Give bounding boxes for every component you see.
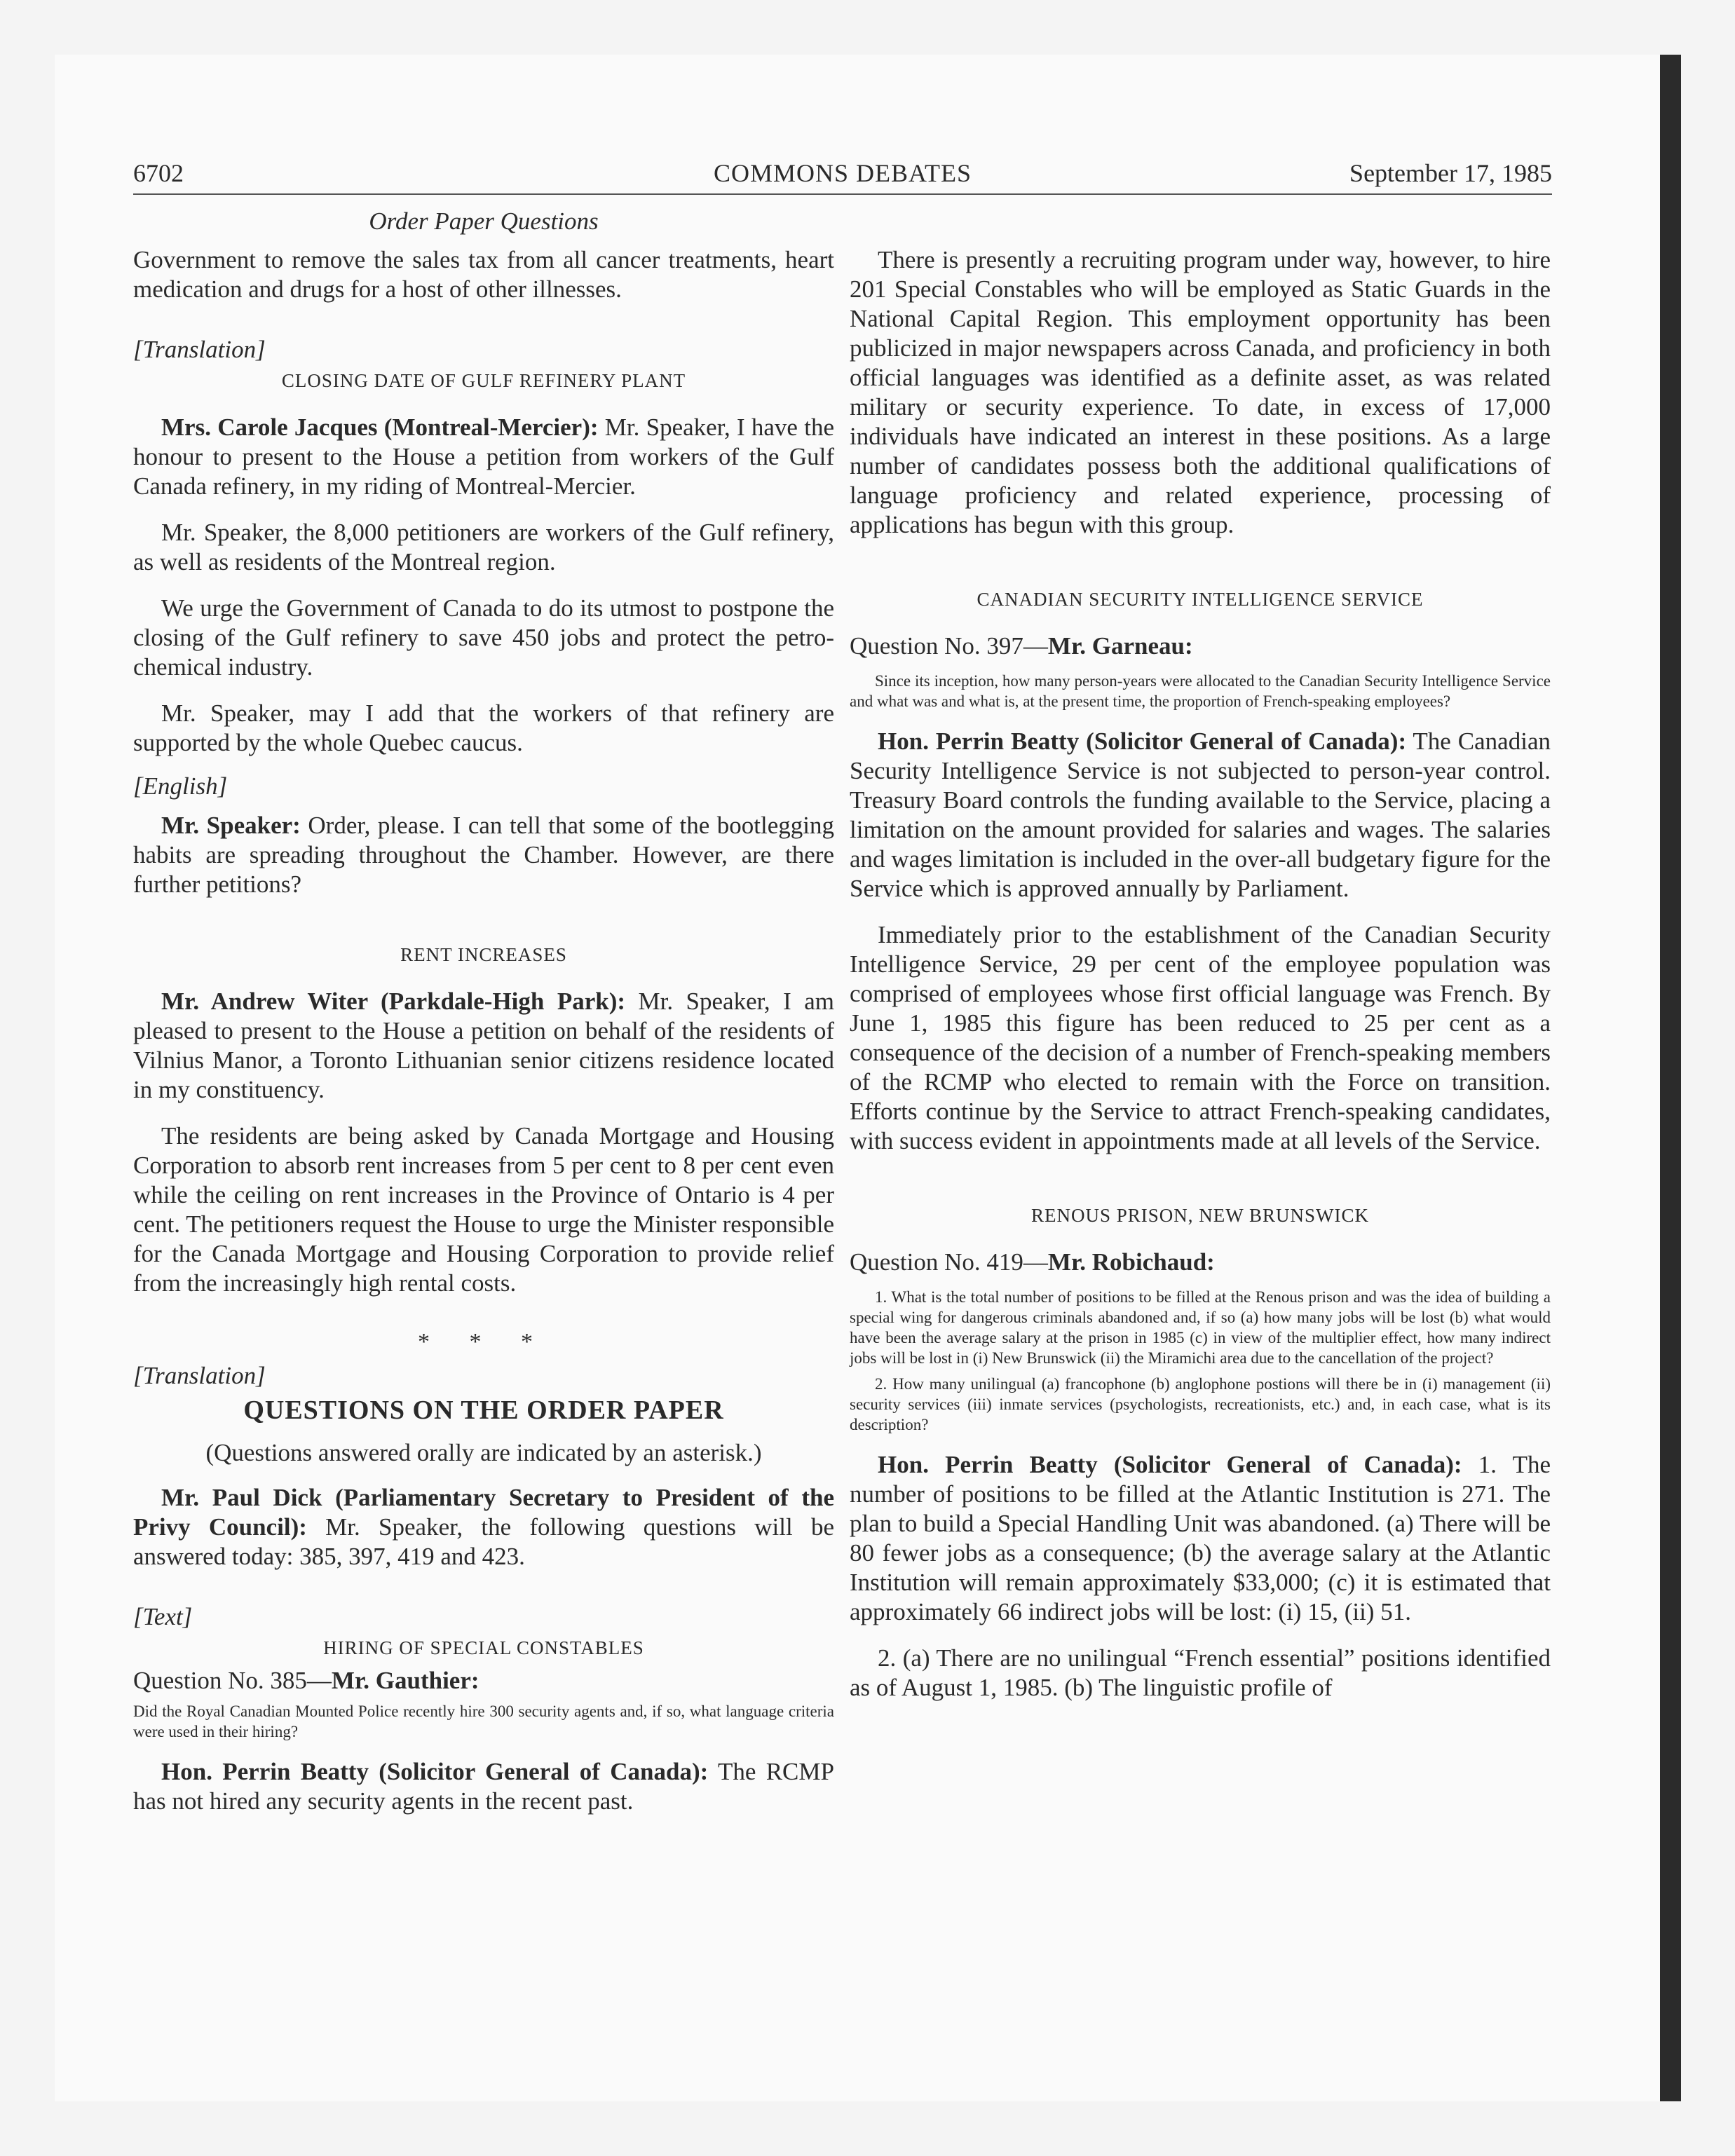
heading-hiring-constables: HIRING OF SPECIAL CONSTABLES (323, 1637, 644, 1658)
beatty-text-3: 1. The number of positions to be filled at the Atlantic Institution is 271. The plan to build a Special Handling Unit was abandoned. (a) There will be 80 fewer jobs as a consequence; (b) the average salary at the Atlantic Institution will remain approximately $33,000; (c) it is estimated that approximately 66 indirect jobs will be lost: (i) 15, (ii) 51. (850, 1451, 1551, 1625)
paragraph-immediately: Immediately prior to the establishment of the Canadian Security Intelligence Service, 29 per cent of the employee population was comprised of employees whose first official language was French. By June 1, 1985 this figure has been reduced to 25 per cent as a consequence of the decision of a number of French-speaking members of the RCMP who elected to remain with the Force on transition. Efforts continue by the Service to attract French-speaking candidates, with success evident in appointments made at all levels of the Service. (850, 921, 1551, 1154)
question-397 (850, 632, 1551, 661)
publication-date: September 17, 1985 (1349, 159, 1552, 187)
paragraph-witer (133, 987, 834, 1105)
dick-text: Mr. Speaker, the following questions will be answered today: 385, 397, 419 and 423. (133, 1513, 834, 1570)
question-419-label: Question No. 419— (850, 1248, 1048, 1276)
language-tag-text: [Text] (133, 1603, 193, 1630)
heading-renous-prison: RENOUS PRISON, NEW BRUNSWICK (1030, 1205, 1370, 1226)
speaker-witer: Mr. Andrew Witer (Parkdale-High Park): (161, 988, 626, 1015)
question-397-member: Mr. Garneau: (1047, 632, 1193, 660)
language-tag-translation-2: [Translation] (133, 1362, 266, 1389)
publication-title: COMMONS DEBATES (713, 159, 972, 187)
paragraph-speaker (133, 811, 834, 899)
question-385-label: Question No. 385— (133, 1667, 332, 1694)
paragraph-jacques-4: Mr. Speaker, may I add that the workers of that refinery are supported by the whole Quebec caucus. (133, 700, 834, 756)
paragraph-jacques-2: Mr. Speaker, the 8,000 petitioners are workers of the Gulf refinery, as well as residents of the Montreal region. (133, 519, 834, 575)
speaker-jacques: Mrs. Carole Jacques (Montreal-Mercier): (161, 414, 599, 441)
asterisk-note: (Questions answered orally are indicated by an asterisk.) (205, 1439, 762, 1466)
binding-edge (1660, 55, 1681, 2101)
question-397-label: Question No. 397— (850, 632, 1048, 660)
question-397-text: Since its inception, how many person-years were allocated to the Canadian Security Intelligence Service and what was and what is, at the present time, the proportion of French-speaking employees? (850, 672, 1551, 710)
question-385-text: Did the Royal Canadian Mounted Police recently hire 300 security agents and, if so, what language criteria were used in their hiring? (133, 1703, 834, 1740)
section-separator: * * * (418, 1329, 550, 1355)
witer-text: Mr. Speaker, I am pleased to present to the House a petition on behalf of the residents of Vilnius Manor, a Toronto Lithuanian senior citizens residence located in my constituency. (133, 988, 834, 1103)
running-head: Order Paper Questions (369, 207, 599, 235)
paragraph-beatty-2 (850, 727, 1551, 903)
speaker-mr-speaker: Mr. Speaker: (161, 812, 301, 839)
paragraph-jacques (133, 413, 834, 501)
paragraph-dick (133, 1483, 834, 1571)
heading-rent-increases: RENT INCREASES (400, 944, 567, 965)
paragraph-beatty-1 (133, 1757, 834, 1816)
language-tag-translation: [Translation] (133, 336, 266, 363)
language-tag-english: [English] (133, 772, 228, 800)
paragraph-intro: Government to remove the sales tax from all cancer treatments, heart medication and drugs for a host of other illnesses. (133, 246, 834, 303)
question-419-text-1: 1. What is the total number of positions to be filled at the Renous prison and was the idea of building a special wing for dangerous criminals abandoned and, if so (a) how many jobs will be lost (b) what would have been the average salary at the prison in 1985 (c) in view of the multiplier effect, how many indirect jobs will be lost in (i) New Brunswick (ii) the Miramichi area due to the cancellation of the project? (850, 1288, 1551, 1367)
question-385-member: Mr. Gauthier: (331, 1667, 479, 1694)
question-419-text-2: 2. How many unilingual (a) francophone (b) anglophone postions will there be in (i) management (ii) security services (iii) inmate services (psychologists, recreationists, etc.) and, in each case, what is its description? (850, 1375, 1551, 1433)
question-419 (850, 1248, 1551, 1277)
heading-csis: CANADIAN SECURITY INTELLIGENCE SERVICE (977, 589, 1424, 610)
speaker-beatty-1: Hon. Perrin Beatty (Solicitor General of Canada): (161, 1758, 709, 1785)
right-column (850, 245, 1551, 1703)
paragraph-witer-2: The residents are being asked by Canada Mortgage and Housing Corporation to absorb rent increases from 5 per cent to 8 per cent even while the ceiling on rent increases in the Province of Ontario is 4 per cent. The petitioners request the House to urge the Minister responsible for the Canada Mortgage and Housing Corporation to provide relief from the increasingly high rental costs. (133, 1122, 834, 1297)
jacques-text: Mr. Speaker, I have the honour to present to the House a petition from workers of the Gulf Canada refinery, in my riding of Montreal-Mercier. (133, 414, 834, 500)
paragraph-recruit: There is presently a recruiting program under way, however, to hire 201 Special Constables who will be employed as Static Guards in the National Capital Region. This employment opportunity has been publicized in major newspapers across Canada, and proficiency in both official languages was identified as a definite asset, as was related military or security experience. To date, in excess of 17,000 individuals have indicated an interest in these positions. As a large number of candidates possess both the additional qualifications of language proficiency and related experience, processing of applications has begun with this group. (850, 246, 1551, 538)
page-header (133, 158, 1552, 195)
section-title-order-paper: QUESTIONS ON THE ORDER PAPER (243, 1396, 724, 1425)
paragraph-jacques-3: We urge the Government of Canada to do its utmost to postpone the closing of the Gulf refinery to save 450 jobs and protect the petro-chemical industry. (133, 594, 834, 681)
speaker-beatty-3: Hon. Perrin Beatty (Solicitor General of Canada): (878, 1451, 1462, 1478)
question-385 (133, 1666, 834, 1696)
beatty-text-1: The RCMP has not hired any security agents in the recent past. (133, 1758, 834, 1815)
heading-gulf-refinery: CLOSING DATE OF GULF REFINERY PLANT (281, 370, 686, 391)
left-column (133, 245, 834, 1816)
speaker-dick: Mr. Paul Dick (Parliamentary Secretary to President of the Privy Council): (133, 1484, 834, 1541)
paragraph-beatty-3 (850, 1450, 1551, 1627)
question-419-member: Mr. Robichaud: (1047, 1248, 1215, 1276)
beatty-text-2: The Canadian Security Intelligence Service is not subjected to person-year control. Treasury Board controls the funding available to the Service, placing a limitation on the amount provided for salaries and wages. The salaries and wages limitation is included in the over-all budgetary figure for the Service which is approved annually by Parliament. (850, 728, 1551, 902)
paragraph-last: 2. (a) There are no unilingual “French essential” positions identified as of August 1, 1985. (b) The linguistic profile of (850, 1644, 1551, 1701)
page-number: 6702 (133, 159, 184, 187)
speaker-beatty-2: Hon. Perrin Beatty (Solicitor General of Canada): (878, 728, 1407, 755)
speaker-text: Order, please. I can tell that some of the bootlegging habits are spreading throughout the Chamber. However, are there further petitions? (133, 812, 834, 898)
